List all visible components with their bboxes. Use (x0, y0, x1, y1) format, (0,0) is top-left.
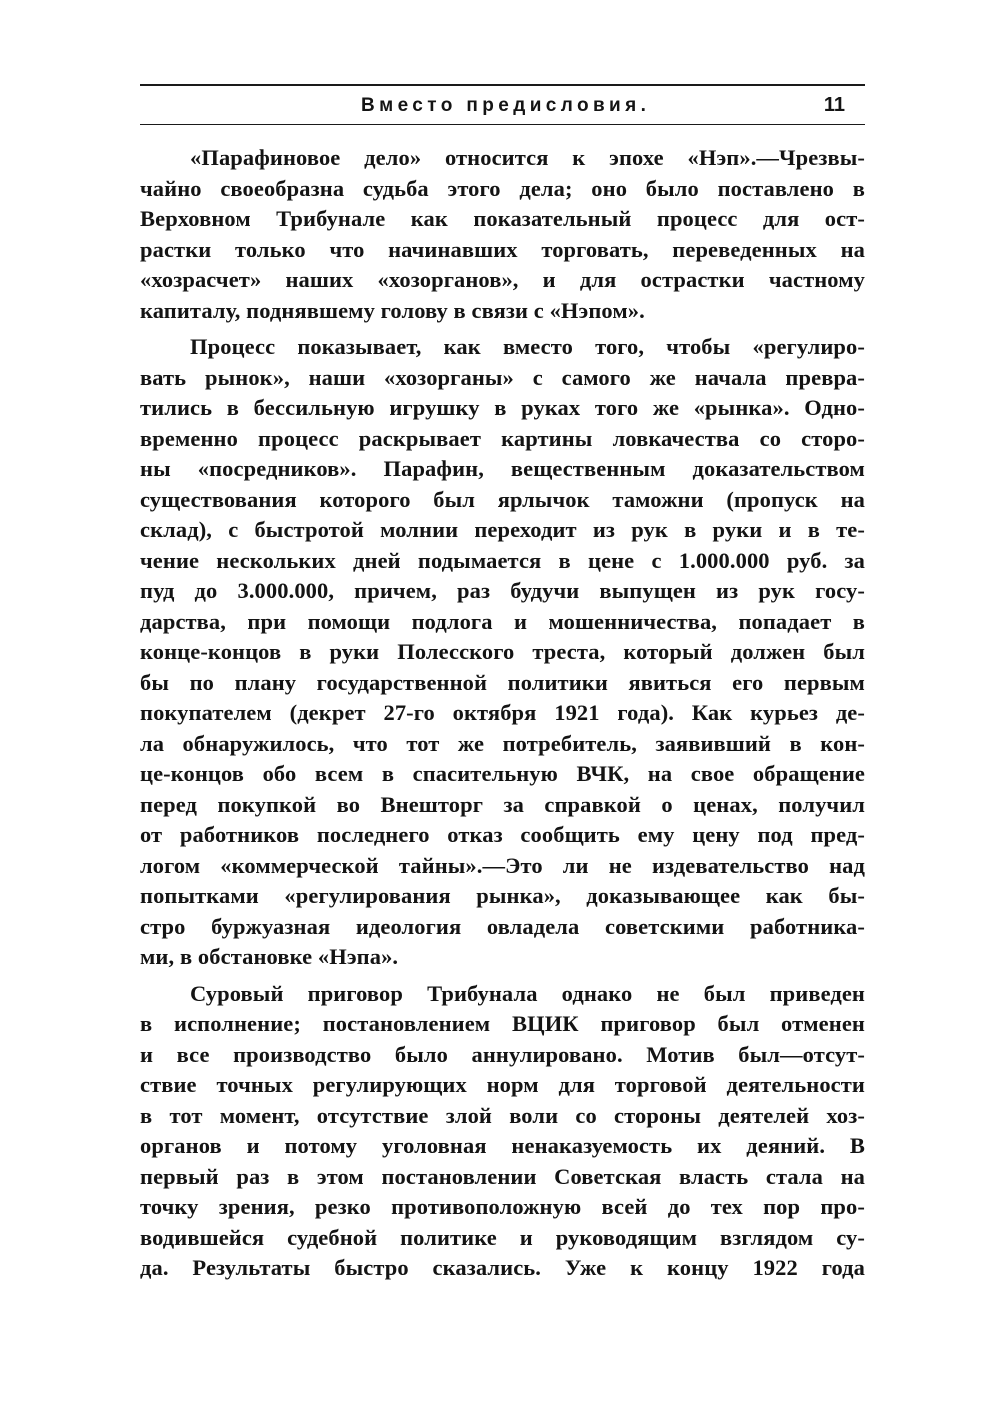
running-title: Вместо предисловия. (361, 95, 651, 116)
text-line: точку зрения, резко противоположную всей до тех пор про- (140, 1194, 865, 1219)
text-line: логом «коммерческой тайны».—Это ли не издевательство над (140, 852, 865, 878)
text-line: бы по плану государственной политики явиться его первым (140, 669, 865, 695)
text-line: водившейся судебной политике и руководящим взглядом су- (140, 1224, 865, 1250)
text-line: це-концов обо всем в спасительную ВЧК, на свое обращение (140, 761, 865, 786)
text-line: Процесс показывает, как вместо того, чтобы «регулиро- (190, 334, 865, 359)
body-text (140, 143, 865, 1284)
text-line: чайно своеобразна судьба этого дела; оно было поставлено в (140, 175, 865, 201)
text-line: ми, в обстановке «Нэпа». (140, 944, 399, 969)
text-line: «хозрасчет» наших «хозорганов», и для острастки частному (140, 267, 865, 292)
text-line: временно процесс раскрывает картины ловкачества со сторо- (140, 425, 865, 451)
text-line: вать рынок», наши «хозорганы» с самого же начала превра- (140, 364, 865, 390)
text-line: первый раз в этом постановлении Советская власть стала на (140, 1163, 865, 1189)
page-header (140, 94, 865, 122)
text-line: склад), с быстротой молнии переходит из рук в руки и в те- (140, 517, 865, 542)
text-line: попытками «регулирования рынка», доказывающее как бы- (140, 883, 865, 908)
header-bottom-rule (140, 124, 865, 125)
text-line: Суровый приговор Трибунала однако не был приведен (190, 980, 865, 1006)
text-line: в тот момент, отсутствие злой воли со стороны деятелей хоз- (140, 1102, 865, 1128)
text-line: да. Результаты быстро сказались. Уже к концу 1922 года (140, 1255, 865, 1280)
text-line: перед покупкой во Внешторг за справкой о ценах, получил (140, 791, 865, 817)
text-line: существования которого был ярлычок таможни (пропуск на (140, 486, 865, 512)
text-line: от работников последнего отказ сообщить ему цену под пред- (140, 822, 865, 847)
text-line: Верховном Трибунале как показательный процесс для ост- (140, 206, 865, 231)
text-line: и все производство было аннулировано. Мотив был—отсут- (140, 1041, 865, 1067)
text-line: ны «посредников». Парафин, вещественным доказательством (140, 456, 865, 481)
page-number: 11 (823, 94, 845, 116)
text-line: чение нескольких дней подымается в цене с 1.000.000 руб. за (140, 547, 865, 573)
text-line: стро буржуазная идеология овладела советскими работника- (140, 913, 865, 939)
text-line: растки только что начинавших торговать, переведенных на (140, 236, 865, 262)
paragraph (140, 143, 865, 326)
text-line: ствие точных регулирующих норм для торговой деятельности (140, 1072, 865, 1097)
text-line: «Парафиновое дело» относится к эпохе «Нэп».—Чрезвы- (190, 145, 865, 170)
text-line: дарства, при помощи подлога и мошенничества, попадает в (140, 608, 865, 634)
paragraph (140, 332, 865, 973)
text-line: органов и потому уголовная ненаказуемость их деяний. В (140, 1133, 865, 1158)
text-line: ла обнаружилось, что тот же потребитель, заявивший в кон- (140, 730, 865, 756)
paragraph (140, 979, 865, 1284)
text-line: тились в бессильную игрушку в руках того же «рынка». Одно- (140, 395, 865, 420)
text-line: капиталу, поднявшему голову в связи с «Нэпом». (140, 297, 645, 323)
text-line: пуд до 3.000.000, причем, раз будучи выпущен из рук госу- (140, 578, 865, 603)
text-line: конце-концов в руки Полесского треста, который должен был (140, 639, 865, 664)
header-top-rule (140, 84, 865, 86)
text-line: покупателем (декрет 27-го октября 1921 года). Как курьез де- (140, 700, 865, 725)
text-line: в исполнение; постановлением ВЦИК приговор был отменен (140, 1011, 865, 1036)
book-page (140, 84, 865, 1284)
